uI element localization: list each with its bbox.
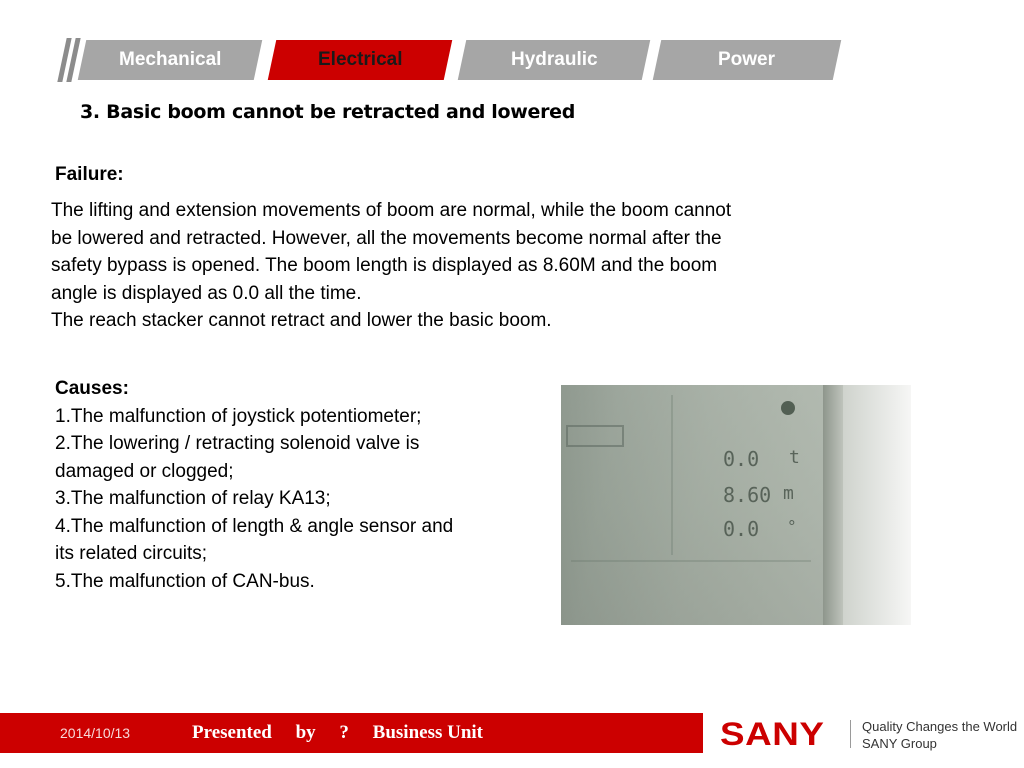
- failure-line: angle is displayed as 0.0 all the time.: [51, 282, 362, 304]
- cause-line: 4.The malfunction of length & angle sensor and: [55, 515, 454, 537]
- length-value: 8.60: [723, 483, 772, 507]
- load-value: 0.0: [723, 447, 760, 471]
- tagline: Quality Changes the World: [862, 719, 1018, 734]
- tab-hydraulic[interactable]: [458, 40, 651, 80]
- photo-divider: [571, 560, 811, 562]
- sany-logo: SANY: [720, 716, 825, 752]
- angle-value: 0.0: [723, 517, 760, 541]
- cause-line: 2.The lowering / retracting solenoid valve is: [55, 433, 420, 454]
- footer-date: 2014/10/13: [60, 725, 131, 741]
- cause-line: damaged or clogged;: [55, 460, 234, 482]
- cause-line: its related circuits;: [55, 543, 208, 564]
- photo-divider: [671, 395, 673, 555]
- photo-frame-edge: [843, 385, 911, 625]
- causes-label: Causes:: [55, 378, 129, 399]
- photo-icon-boxes: [566, 425, 624, 447]
- failure-label: Failure:: [55, 164, 124, 185]
- tab-label: Power: [718, 49, 776, 70]
- angle-unit: °: [787, 517, 797, 536]
- tab-label: Hydraulic: [510, 49, 598, 70]
- tab-power[interactable]: [653, 40, 842, 80]
- failure-line: safety bypass is opened. The boom length is displayed as 8.60M and the boom: [51, 255, 718, 276]
- tab-label: Mechanical: [118, 49, 222, 70]
- failure-line: The reach stacker cannot retract and lower the basic boom.: [51, 310, 552, 331]
- display-photo: [561, 385, 911, 625]
- tab-label: Electrical: [317, 49, 403, 70]
- photo-screen-area: [561, 385, 831, 625]
- tab-electrical[interactable]: [268, 40, 453, 80]
- logo-divider: [850, 720, 851, 748]
- failure-line: be lowered and retracted. However, all the movements become normal after the: [51, 227, 722, 249]
- failure-description: [51, 197, 881, 335]
- failure-line: The lifting and extension movements of boom are normal, while the boom cannot: [51, 200, 732, 221]
- cause-line: 5.The malfunction of CAN-bus.: [55, 570, 315, 592]
- causes-section: [55, 375, 545, 595]
- indicator-dot: [781, 401, 795, 415]
- load-unit: t: [789, 447, 800, 468]
- footer-presented-by: Presented by ? Business Unit: [192, 722, 484, 743]
- group-name: SANY Group: [862, 736, 937, 751]
- page-title: 3. Basic boom cannot be retracted and lowered: [80, 101, 576, 123]
- cause-line: 3.The malfunction of relay KA13;: [55, 488, 331, 509]
- cause-line: 1.The malfunction of joystick potentiometer;: [55, 405, 422, 427]
- length-unit: m: [783, 483, 794, 504]
- tab-mechanical[interactable]: [78, 40, 263, 80]
